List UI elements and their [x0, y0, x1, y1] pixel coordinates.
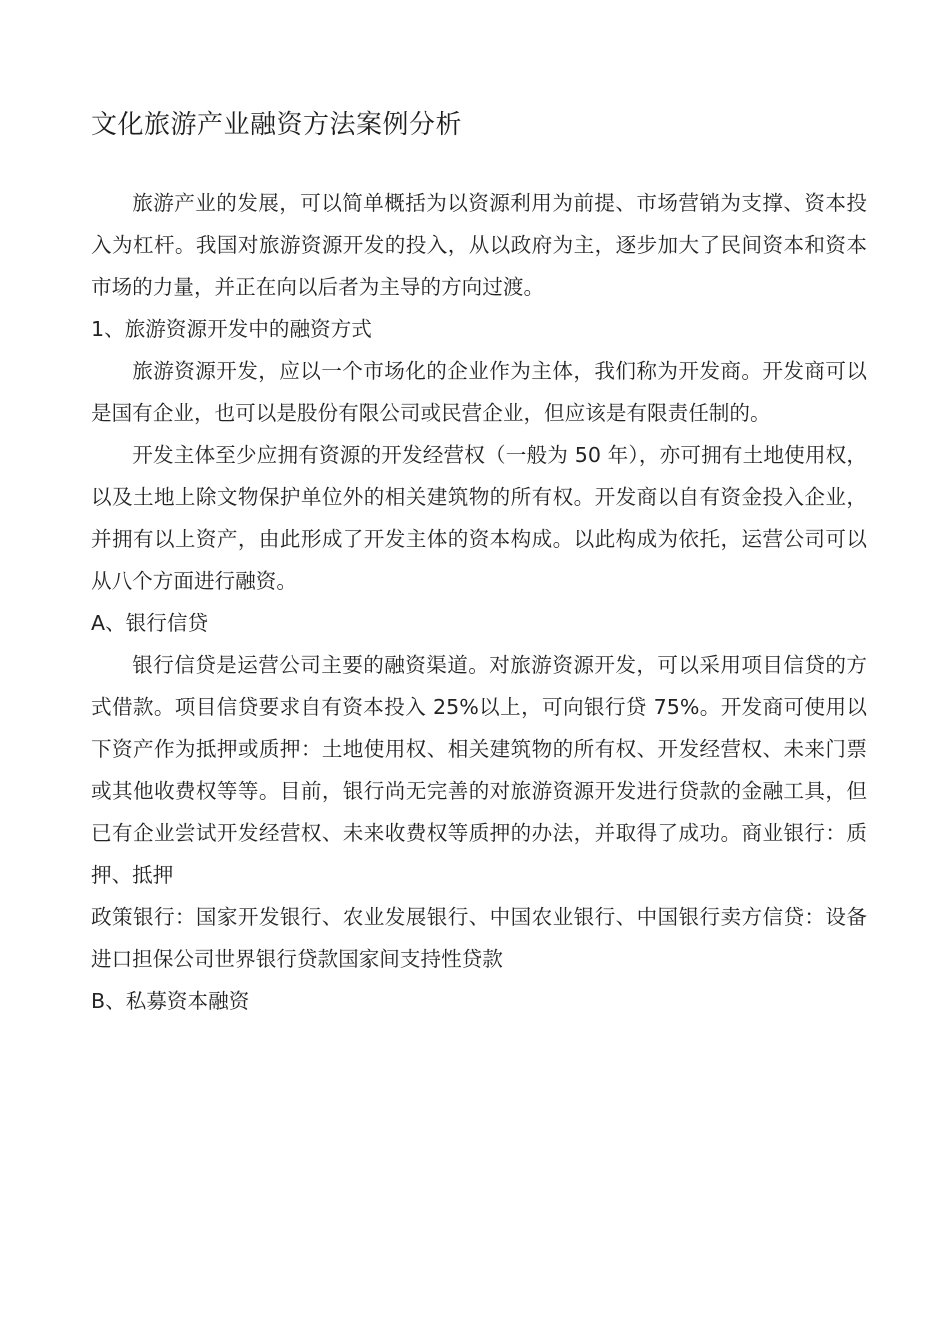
intro-paragraph: 旅游产业的发展，可以简单概括为以资源利用为前提、市场营销为支撑、资本投入为杠杆。我国对旅游资源开发的投入，从以政府为主，逐步加大了民间资本和资本市场的力量，并正在向以后者为主导的方向过渡。 — [91, 191, 867, 299]
document-title: 文化旅游产业融资方法案例分析 — [91, 110, 463, 140]
capital-structure-paragraph: 开发主体至少应拥有资源的开发经营权（一般为 50 年），亦可拥有土地使用权，以及土地上除文物保护单位外的相关建筑物的所有权。开发商以自有资金投入企业，并拥有以上资产，由此形成了开发主体的资本构成。以此构成为依托，运营公司可以从八个方面进行融资。 — [91, 443, 867, 593]
subsection-heading-private-equity: B、私募资本融资 — [91, 989, 250, 1013]
subsection-heading-bank-credit: A、银行信贷 — [91, 611, 209, 635]
policy-bank-paragraph: 政策银行：国家开发银行、农业发展银行、中国农业银行、中国银行卖方信贷：设备进口担保公司世界银行贷款国家间支持性贷款 — [91, 905, 867, 971]
document-body — [91, 182, 867, 1022]
bank-credit-paragraph: 银行信贷是运营公司主要的融资渠道。对旅游资源开发，可以采用项目信贷的方式借款。项目信贷要求自有资本投入 25%以上，可向银行贷 75%。开发商可使用以下资产作为抵押或质押：土地使用权、相关建筑物的所有权、开发经营权、未来门票或其他收费权等等。目前，银行尚无完善的对旅游资源开发进行贷款的金融工具，但已有企业尝试开发经营权、未来收费权等质押的办法，并取得了成功。商业银行：质押、抵押 — [91, 653, 867, 887]
section-heading-financing-methods: 1、旅游资源开发中的融资方式 — [91, 317, 372, 341]
developer-paragraph: 旅游资源开发，应以一个市场化的企业作为主体，我们称为开发商。开发商可以是国有企业，也可以是股份有限公司或民营企业，但应该是有限责任制的。 — [91, 359, 867, 425]
